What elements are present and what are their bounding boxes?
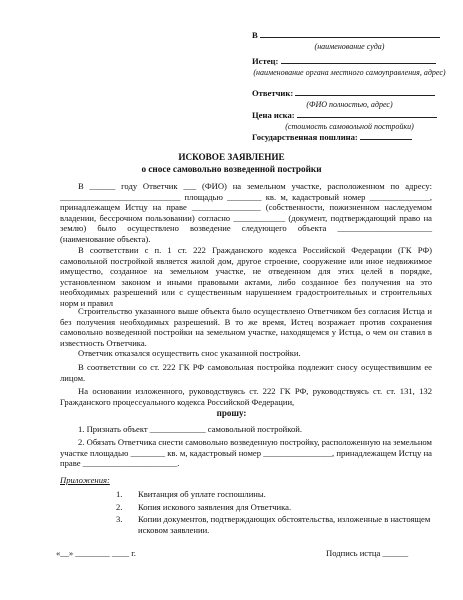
plaintiff-field	[252, 54, 447, 78]
request-item-2: 2. Обязать Ответчика снести самовольно возведенную постройку, расположенную на земельном участке площадью ________ кв. м, кадастровый номер ________________, принадлежащем Истцу на праве ______________________.	[60, 437, 432, 469]
appendix-item-number: 3.	[116, 514, 123, 525]
defendant-line	[295, 86, 435, 96]
appendix-item-text: Квитанция об уплате госпошлины.	[138, 489, 266, 499]
price-field	[252, 108, 447, 132]
document-subtitle: о сносе самовольно возведенной постройки	[141, 164, 322, 174]
paragraph-5: В соответствии со ст. 222 ГК РФ самовольная постройка подлежит сносу осуществившим ее лицом.	[60, 362, 432, 383]
court-prefix: В	[252, 30, 258, 40]
court-line	[260, 28, 440, 38]
paragraph-4: Ответчик отказался осуществить снос указанной постройки.	[78, 348, 301, 358]
request-item-1: 1. Признать объект _____________ самовольной постройкой.	[78, 424, 303, 434]
appendix-item	[116, 502, 432, 513]
defendant-label: Ответчик:	[252, 88, 294, 98]
price-line	[297, 108, 437, 118]
paragraph-1: В ______ году Ответчик ___ (ФИО) на земельном участке, расположенном по адресу: ____________________________ площадью ________ кв. м, кадастровый номер ______________, принадлежащем Истцу на праве ________________ (собственности, пожизненном наследуемом владении, бессрочном пользовании) согласно ____________ (документ, подтверждающий право на землю) было осуществлено возведение следующего объекта ______________________ (наименование объекта).	[60, 181, 432, 244]
defendant-field	[252, 86, 447, 110]
price-note: (стоимость самовольной постройки)	[285, 122, 414, 131]
defendant-note: (ФИО полностью, адрес)	[306, 100, 393, 109]
appendix-item	[116, 514, 432, 535]
date-field: «__» ________ ____ г.	[56, 548, 136, 558]
appendix-list	[116, 489, 432, 535]
appendix-item-text: Копия искового заявления для Ответчика.	[138, 501, 292, 512]
signature-field: Подпись истца ______	[326, 548, 409, 558]
fee-field	[252, 130, 447, 143]
plaintiff-note: (наименование органа местного самоуправления, адрес)	[253, 68, 446, 77]
request-heading: прошу:	[216, 408, 247, 418]
appendix-title: Приложения:	[60, 475, 110, 485]
court-field	[252, 28, 447, 52]
document-title: ИСКОВОЕ ЗАЯВЛЕНИЕ	[178, 152, 285, 162]
paragraph-2: В соответствии с п. 1 ст. 222 Гражданского кодекса Российской Федерации (ГК РФ) самовольной постройкой является жилой дом, другое строение, сооружение или иное недвижимое имущество, созданное на земельном участке, не отведенном для этих целей в порядке, установленном законом и иными правовыми актами, либо созданное без получения на это необходимых разрешений или с существенным нарушением градостроительных и строительных норм и правил	[60, 245, 432, 308]
appendix-item-number: 2.	[116, 501, 123, 512]
appendix-item-text: Копии документов, подтверждающих обстоятельства, изложенные в настоящем исковом заявлении.	[138, 514, 431, 535]
paragraph-6: На основании изложенного, руководствуясь ст. 222 ГК РФ, руководствуясь ст. ст. 131, 132 Гражданского процессуального кодекса Российской Федерации,	[60, 386, 432, 407]
court-note: (наименование суда)	[314, 42, 385, 51]
appendix-item	[116, 489, 432, 500]
fee-line	[360, 130, 412, 140]
paragraph-3: Строительство указанного выше объекта было осуществлено Ответчиком без согласия Истца и без получения необходимых разрешений. В то же время, Истец возражает против сохранения самовольно возведенной постройки на земельном участке, находящемся у Истца, о чем он ставил в известность Ответчика.	[60, 306, 432, 348]
price-label: Цена иска:	[252, 110, 295, 120]
plaintiff-label: Истец:	[252, 56, 279, 66]
fee-label: Государственная пошлина:	[252, 132, 358, 142]
appendix-item-number: 1.	[116, 489, 123, 499]
plaintiff-line	[281, 54, 436, 64]
